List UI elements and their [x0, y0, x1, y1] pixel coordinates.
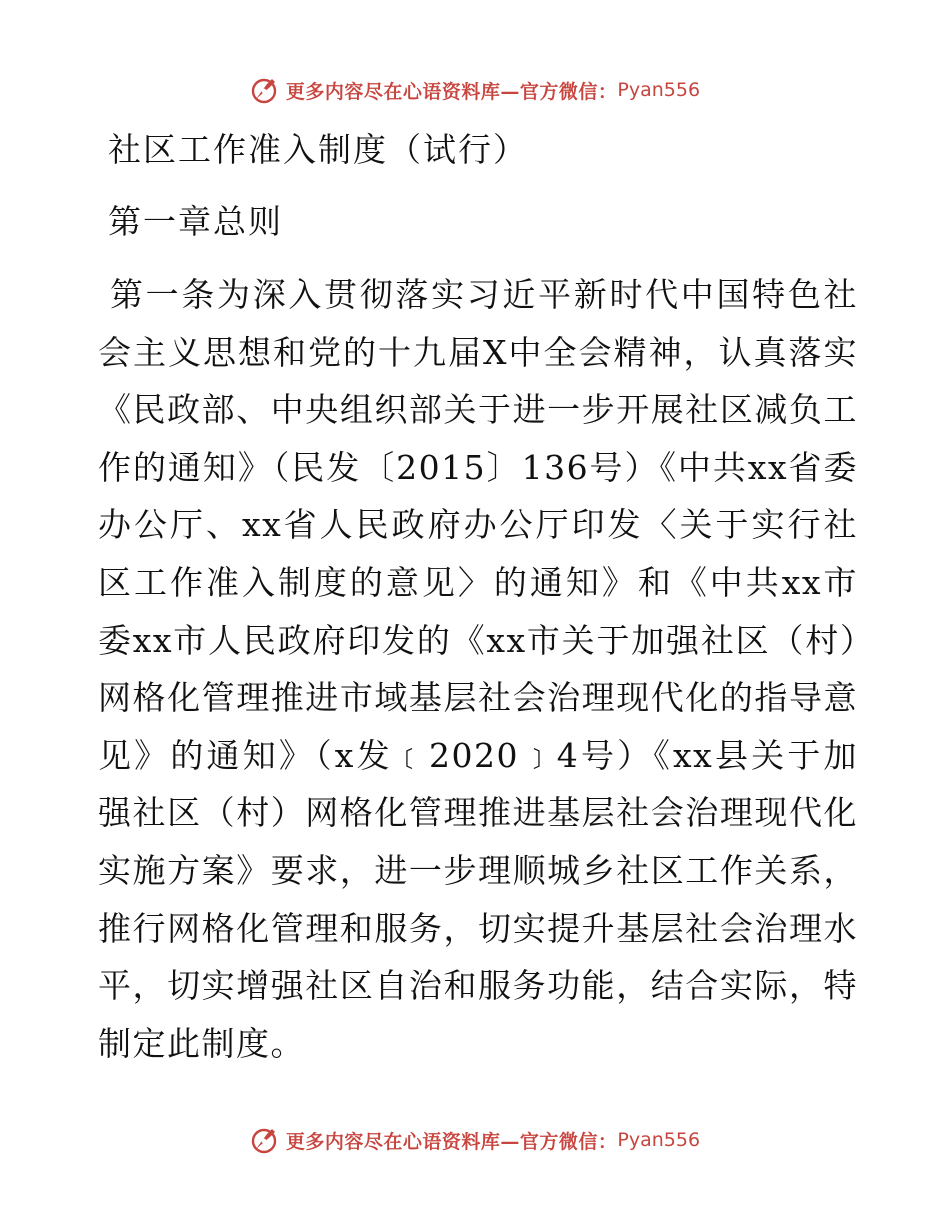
- header-watermark-banner: [0, 70, 950, 110]
- header-wechat-id: Pyan556: [617, 79, 701, 101]
- footer-watermark-banner: [0, 1120, 950, 1160]
- article-1-paragraph: 第一条为深入贯彻落实习近平新时代中国特色社会主义思想和党的十九届X中全会精神，认真落实《民政部、中央组织部关于进一步开展社区减负工作的通知》（民发〔2015〕136号）《中共xx省委办公厅、xx省人民政府办公厅印发〈关于实行社区工作准入制度的意见〉的通知》和《中共xx市委xx市人民政府印发的《xx市关于加强社区（村）网格化管理推进市域基层社会治理现代化的指导意见》的通知》（x发﹝2020﹞4号）《xx县关于加强社区（村）网格化管理推进基层社会治理现代化实施方案》要求，进一步理顺城乡社区工作关系，推行网格化管理和服务，切实提升基层社会治理水平，切实增强社区自治和服务功能，结合实际，特制定此制度。: [98, 275, 858, 1063]
- footer-wechat-id: Pyan556: [617, 1129, 701, 1151]
- pen-nib-circle-logo-icon: [250, 75, 280, 105]
- document-title: 社区工作准入制度（试行）: [108, 130, 528, 169]
- header-banner-text: 更多内容尽在心语资料库—官方微信：: [285, 80, 618, 103]
- footer-banner-text: 更多内容尽在心语资料库—官方微信：: [285, 1130, 618, 1153]
- pen-nib-circle-logo-icon: [250, 1125, 280, 1155]
- chapter-heading: 第一章总则: [108, 202, 283, 241]
